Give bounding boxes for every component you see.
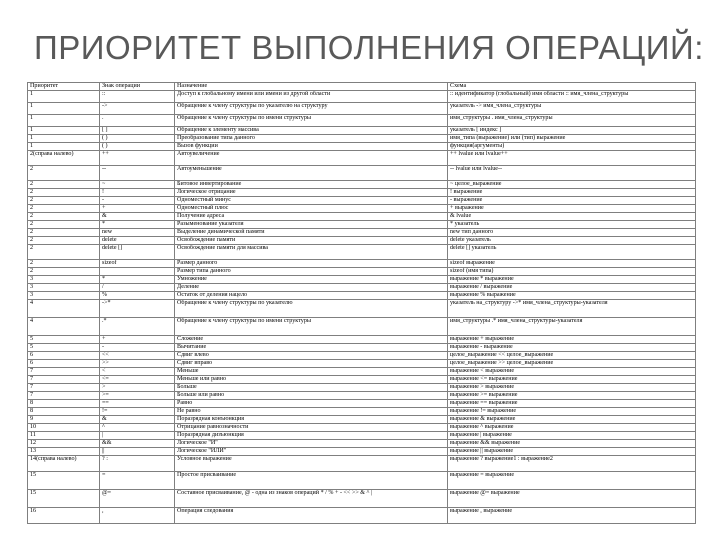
- table-cell: выражение ? выражение1 : выражение2: [448, 456, 696, 472]
- table-cell: Освобождение памяти: [175, 237, 448, 245]
- table-cell: выражение + выражение: [448, 336, 696, 344]
- table-cell: ! выражение: [448, 189, 696, 197]
- table-row: [28, 416, 696, 424]
- table-cell: 12: [28, 440, 100, 448]
- table-row: [28, 508, 696, 524]
- table-cell: 3: [28, 292, 100, 300]
- table-cell: 2(справа налево): [28, 151, 100, 166]
- table-cell: 3: [28, 276, 100, 284]
- table-cell: Меньше: [175, 368, 448, 376]
- table-cell: ^: [100, 424, 175, 432]
- table-cell: выражение = выражение: [448, 472, 696, 490]
- table-row: [28, 181, 696, 189]
- table-cell: выражение > выражение: [448, 384, 696, 392]
- table-cell: выражение != выражение: [448, 408, 696, 416]
- table-cell: 6: [28, 352, 100, 360]
- table-cell: 1: [28, 115, 100, 127]
- table-cell: ~: [100, 181, 175, 189]
- table-cell: выражение , выражение: [448, 508, 696, 524]
- table-row: [28, 166, 696, 181]
- table-row: [28, 472, 696, 490]
- table-cell: <=: [100, 376, 175, 384]
- column-header: Назначение: [175, 83, 448, 91]
- table-cell: указатель -> имя_члена_структуры: [448, 103, 696, 115]
- table-cell: 15: [28, 490, 100, 508]
- table-cell: & lvalue: [448, 213, 696, 221]
- table-cell: выражение | выражение: [448, 432, 696, 440]
- table-row: [28, 151, 696, 166]
- table-cell: выражение / выражение: [448, 284, 696, 292]
- table-cell: выражение && выражение: [448, 440, 696, 448]
- table-cell: Обращение к элементу массива: [175, 127, 448, 135]
- table-row: [28, 205, 696, 213]
- table-cell: >=: [100, 392, 175, 400]
- table-cell: Доступ к глобальному имени или имени из другой области: [175, 91, 448, 103]
- table-cell: Условное выражение: [175, 456, 448, 472]
- table-row: [28, 213, 696, 221]
- table-cell: выражение <= выражение: [448, 376, 696, 384]
- table-cell: Получение адреса: [175, 213, 448, 221]
- table-row: [28, 336, 696, 344]
- table-cell: ++: [100, 151, 175, 166]
- table-cell: 5: [28, 336, 100, 344]
- table-cell: 2: [28, 245, 100, 260]
- table-row: [28, 135, 696, 143]
- table-row: [28, 408, 696, 416]
- table-cell: Автоуменьшение: [175, 166, 448, 181]
- table-cell: 7: [28, 384, 100, 392]
- table-cell: Обращение к члену структуры по указателю: [175, 300, 448, 318]
- table-cell: Освобождение памяти для массива: [175, 245, 448, 260]
- table-row: [28, 143, 696, 151]
- table-cell: Остаток от деления нацело: [175, 292, 448, 300]
- table-cell: Простое присваивание: [175, 472, 448, 490]
- table-row: [28, 318, 696, 336]
- table-cell: 10: [28, 424, 100, 432]
- table-row: [28, 237, 696, 245]
- table-cell: =: [100, 472, 175, 490]
- table-cell: 11: [28, 432, 100, 440]
- table-cell: Не равно: [175, 408, 448, 416]
- table-cell: @=: [100, 490, 175, 508]
- table-row: [28, 91, 696, 103]
- table-cell: 2: [28, 268, 100, 276]
- table-cell: delete []: [100, 245, 175, 260]
- table-cell: -: [100, 344, 175, 352]
- table-cell: выражение @= выражение: [448, 490, 696, 508]
- table-cell: 15: [28, 472, 100, 490]
- table-row: [28, 103, 696, 115]
- table-cell: Составное присваивание, @ - одна из знаков операций * / % + - << >> & ^ |: [175, 490, 448, 508]
- table-cell: Равно: [175, 400, 448, 408]
- table-cell: целое_выражение >> целое_выражение: [448, 360, 696, 368]
- table-cell: имя_типа (выражение) или (тип) выражение: [448, 135, 696, 143]
- table-cell: Меньше или равно: [175, 376, 448, 384]
- table-row: [28, 197, 696, 205]
- table-row: [28, 424, 696, 432]
- table-row: [28, 448, 696, 456]
- table-cell: 13: [28, 448, 100, 456]
- table-cell: 2: [28, 260, 100, 268]
- table-cell: new тип данного: [448, 229, 696, 237]
- table-cell: 16: [28, 508, 100, 524]
- table-cell: 2: [28, 213, 100, 221]
- table-cell: Больше или равно: [175, 392, 448, 400]
- table-row: [28, 276, 696, 284]
- table-cell: Обращение к члену структуры по имени структуры: [175, 318, 448, 336]
- table-cell: :: идентификатор (глобальный) имя области :: имя_члена_структуры: [448, 91, 696, 103]
- table-cell: ,: [100, 508, 175, 524]
- table-cell: ==: [100, 400, 175, 408]
- table-cell: 14(справа налево): [28, 456, 100, 472]
- table-cell: sizeof (имя типа): [448, 268, 696, 276]
- table-row: [28, 245, 696, 260]
- table-cell: Одноместный плюс: [175, 205, 448, 213]
- table-cell: 2: [28, 189, 100, 197]
- table-cell: Логическое "И": [175, 440, 448, 448]
- table-cell: Обращение к члену структуры по имени структуры: [175, 115, 448, 127]
- table-row: [28, 115, 696, 127]
- table-row: [28, 440, 696, 448]
- table-cell: delete: [100, 237, 175, 245]
- table-cell: ::: [100, 91, 175, 103]
- table-cell: *: [100, 221, 175, 229]
- table-cell: 3: [28, 284, 100, 292]
- table-cell: 4: [28, 318, 100, 336]
- table-cell: 2: [28, 197, 100, 205]
- table-cell: >>: [100, 360, 175, 368]
- table-cell: имя_структуры .* имя_члена_структуры-указателя: [448, 318, 696, 336]
- table-cell: Размер данного: [175, 260, 448, 268]
- table-row: [28, 221, 696, 229]
- table-cell: выражение % выражение: [448, 292, 696, 300]
- table-cell: ->*: [100, 300, 175, 318]
- table-cell: |: [100, 432, 175, 440]
- table-cell: 6: [28, 360, 100, 368]
- table-row: [28, 384, 696, 392]
- table-row: [28, 432, 696, 440]
- table-cell: 9: [28, 416, 100, 424]
- table-cell: &: [100, 213, 175, 221]
- table-cell: Битовое инвертирование: [175, 181, 448, 189]
- table-cell: Логическое "ИЛИ": [175, 448, 448, 456]
- table-cell: new: [100, 229, 175, 237]
- table-cell: -: [100, 197, 175, 205]
- table-cell: Логическое отрицание: [175, 189, 448, 197]
- table-cell: Деление: [175, 284, 448, 292]
- table-cell: ->: [100, 103, 175, 115]
- table-cell: ? :: [100, 456, 175, 472]
- table-row: [28, 456, 696, 472]
- table-cell: + выражение: [448, 205, 696, 213]
- table-row: [28, 400, 696, 408]
- column-header: Схема: [448, 83, 696, 91]
- table-cell: 1: [28, 135, 100, 143]
- table-cell: ( ): [100, 135, 175, 143]
- table-cell: [ ]: [100, 127, 175, 135]
- table-cell: 8: [28, 400, 100, 408]
- table-cell: 2: [28, 205, 100, 213]
- table-row: [28, 268, 696, 276]
- table-cell: +: [100, 205, 175, 213]
- table-cell: >: [100, 384, 175, 392]
- table-cell: выражение == выражение: [448, 400, 696, 408]
- table-cell: выражение ^ выражение: [448, 424, 696, 432]
- table-cell: sizeof: [100, 260, 175, 268]
- page-title: ПРИОРИТЕТ ВЫПОЛНЕНИЯ ОПЕРАЦИЙ:: [34, 29, 704, 66]
- table-cell: .*: [100, 318, 175, 336]
- table-cell: Одноместный минус: [175, 197, 448, 205]
- table-cell: 7: [28, 392, 100, 400]
- table-cell: Поразрядная дизъюнкция: [175, 432, 448, 440]
- table-cell: 1: [28, 127, 100, 135]
- table-row: [28, 292, 696, 300]
- table-cell: целое_выражение << целое_выражение: [448, 352, 696, 360]
- table-cell: 4: [28, 300, 100, 318]
- table-body: [28, 91, 696, 524]
- table-cell: * указатель: [448, 221, 696, 229]
- table-cell: +: [100, 336, 175, 344]
- table-cell: выражение - выражение: [448, 344, 696, 352]
- table-row: [28, 360, 696, 368]
- table-cell: Сдвиг вправо: [175, 360, 448, 368]
- table-cell: 7: [28, 368, 100, 376]
- table-cell: 2: [28, 221, 100, 229]
- table-cell: 1: [28, 143, 100, 151]
- table-cell: &: [100, 416, 175, 424]
- table-cell: 2: [28, 181, 100, 189]
- table-row: [28, 490, 696, 508]
- table-row: [28, 352, 696, 360]
- table-row: [28, 229, 696, 237]
- table-cell: выражение < выражение: [448, 368, 696, 376]
- table-cell: выражение >= выражение: [448, 392, 696, 400]
- table-cell: !: [100, 189, 175, 197]
- table-cell: ( ): [100, 143, 175, 151]
- table-cell: указатель на_структуру ->* имя_члена_структуры-указателя: [448, 300, 696, 318]
- table-cell: --: [100, 166, 175, 181]
- table-row: [28, 260, 696, 268]
- table-cell: 8: [28, 408, 100, 416]
- table-cell: 7: [28, 376, 100, 384]
- table-row: [28, 376, 696, 384]
- table-cell: &&: [100, 440, 175, 448]
- table-cell: <<: [100, 352, 175, 360]
- table-cell: Размер типа данного: [175, 268, 448, 276]
- table-row: [28, 127, 696, 135]
- table-cell: -- lvalue или lvalue--: [448, 166, 696, 181]
- column-header: Знак операции: [100, 83, 175, 91]
- table-row: [28, 284, 696, 292]
- table-cell: ++ lvalue или lvalue++: [448, 151, 696, 166]
- table-cell: функция(аргументы): [448, 143, 696, 151]
- table-cell: Разыменование указателя: [175, 221, 448, 229]
- table-cell: имя_структуры . имя_члена_структуры: [448, 115, 696, 127]
- table-cell: Операция следования: [175, 508, 448, 524]
- table-cell: Вычитание: [175, 344, 448, 352]
- table-cell: %: [100, 292, 175, 300]
- table-row: [28, 344, 696, 352]
- table-cell: выражение * выражение: [448, 276, 696, 284]
- table-cell: /: [100, 284, 175, 292]
- table-cell: *: [100, 276, 175, 284]
- table-cell: - выражение: [448, 197, 696, 205]
- table-cell: Преобразование типа данного: [175, 135, 448, 143]
- table-cell: 2: [28, 229, 100, 237]
- table-cell: Больше: [175, 384, 448, 392]
- table-row: [28, 300, 696, 318]
- table-cell: Умножение: [175, 276, 448, 284]
- table-cell: Поразрядная конъюнкция: [175, 416, 448, 424]
- table-cell: Отрицание равнозначности: [175, 424, 448, 432]
- table-cell: Автоувеличение: [175, 151, 448, 166]
- table-cell: выражение || выражение: [448, 448, 696, 456]
- table-cell: sizeof выражение: [448, 260, 696, 268]
- table-cell: delete указатель: [448, 237, 696, 245]
- operator-precedence-table: [27, 82, 696, 524]
- table-cell: ~ целое_выражение: [448, 181, 696, 189]
- table-cell: Сложение: [175, 336, 448, 344]
- table-cell: Обращение к члену структуры по указателю на структуру: [175, 103, 448, 115]
- table-cell: [100, 268, 175, 276]
- table-row: [28, 189, 696, 197]
- table-cell: выражение & выражение: [448, 416, 696, 424]
- table-cell: 5: [28, 344, 100, 352]
- table-cell: 1: [28, 103, 100, 115]
- table-cell: Выделение динамической памяти: [175, 229, 448, 237]
- table-cell: .: [100, 115, 175, 127]
- table-cell: указатель [ индекс ]: [448, 127, 696, 135]
- table-cell: <: [100, 368, 175, 376]
- table-row: [28, 392, 696, 400]
- table-cell: ||: [100, 448, 175, 456]
- table-cell: 2: [28, 237, 100, 245]
- column-header: Приоритет: [28, 83, 100, 91]
- table-cell: Вызов функции: [175, 143, 448, 151]
- table-cell: 1: [28, 91, 100, 103]
- table-cell: Сдвиг влево: [175, 352, 448, 360]
- table-header-row: [28, 83, 696, 91]
- table-row: [28, 368, 696, 376]
- table-cell: delete [] указатель: [448, 245, 696, 260]
- table-cell: 2: [28, 166, 100, 181]
- table-cell: !=: [100, 408, 175, 416]
